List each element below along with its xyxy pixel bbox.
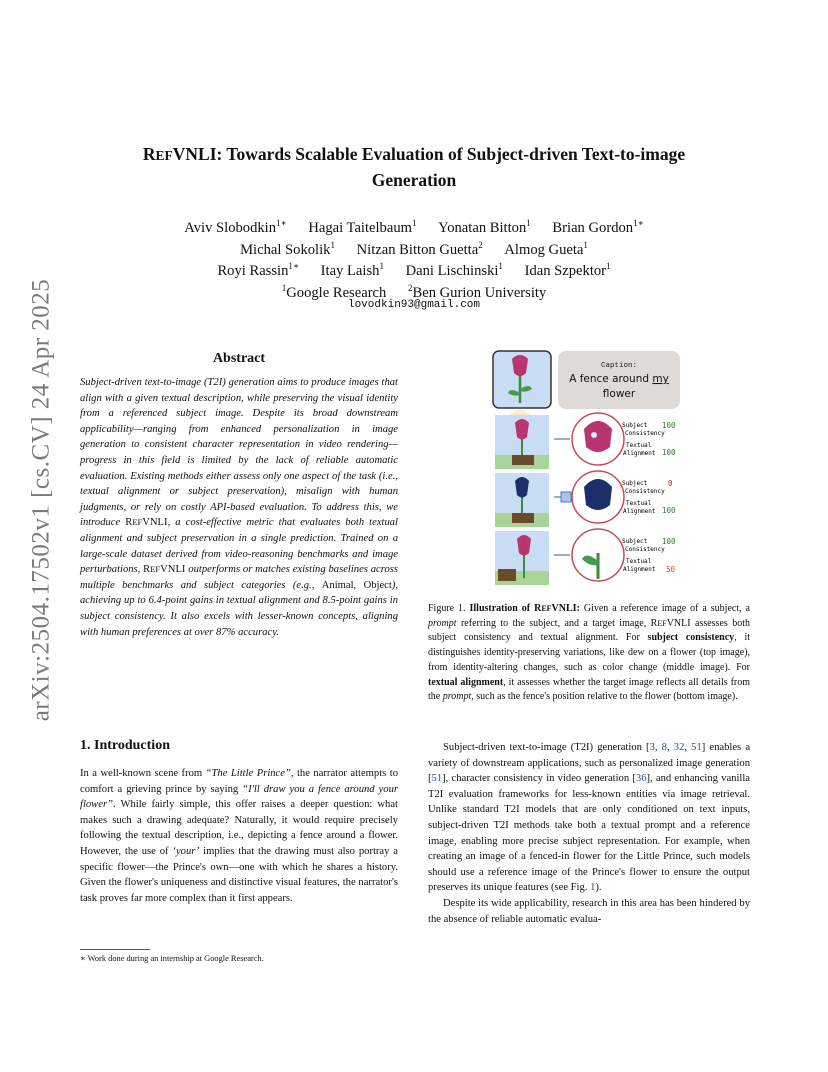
author: Michal Sokolik$^1$ — [240, 239, 335, 258]
refvnli-name: REFVNLI — [125, 517, 168, 529]
citation-link[interactable]: 3 — [649, 742, 655, 753]
arxiv-stamp — [20, 278, 62, 722]
figure-illustration — [490, 347, 685, 592]
author-row-1 — [100, 218, 728, 240]
author: Itay Laish$^1$ — [320, 261, 384, 279]
author: Almog Gueta$^1$ — [504, 239, 588, 258]
svg-text:Consistency: Consistency — [625, 546, 665, 553]
row2-text-score: 100 — [662, 506, 676, 515]
figure-link[interactable]: 1 — [590, 882, 596, 894]
target-row-1 — [495, 413, 676, 469]
footnote-rule — [80, 949, 150, 950]
author-row-3 — [100, 261, 728, 283]
arxiv-stamp-text: arXiv:2504.17502v1 [cs.CV] 24 Apr 2025 — [27, 278, 55, 722]
figure-caption-box — [558, 351, 680, 409]
title-r: R — [142, 144, 156, 164]
author-row-2 — [100, 240, 728, 262]
row2-subject-score: 0 — [668, 479, 673, 488]
footnote: ∗ Work done during an internship at Google Research. — [80, 954, 264, 963]
row3-subject-score: 100 — [662, 537, 676, 546]
figure-caption-line2: flower — [602, 388, 636, 400]
citation-link[interactable]: 51 — [431, 773, 443, 785]
target-row-3 — [495, 529, 676, 585]
svg-text:Consistency: Consistency — [625, 488, 665, 495]
row1-text-score: 100 — [662, 448, 676, 457]
title-line2: Generation — [371, 170, 457, 190]
figure-caption-label: Caption: — [600, 362, 638, 370]
row1-subject-score: 100 — [662, 421, 676, 430]
author: Brian Gordon$^{1∗}$ — [552, 218, 644, 236]
title-line1: VNLI: Towards Scalable Evaluation of Subject-driven Text-to-image — [172, 144, 686, 164]
svg-text:Alignment: Alignment — [623, 566, 656, 573]
author: Dani Lischinski$^1$ — [405, 261, 503, 279]
svg-text:Subject: Subject — [622, 538, 648, 545]
figure-caption-line1: A fence around my — [569, 373, 669, 385]
svg-text:Alignment: Alignment — [623, 508, 656, 515]
abstract-body: Subject-driven text-to-image (T2I) generation aims to produce images that align with a given textual description, while preserving the visual identity from a referenced subject image. Despite its broad downstream applicability—ranging from enhanced personalization in image generation to consistent character representation in video rendering—progress in this field is limited by the lack of reliable automatic evaluation. Existing methods either assess only one aspect of the task (i.e., textual alignment or subject preservation), misalign with human judgments, or rely on costly API-based evaluation. To address this, we introduce REFVNLI, a cost-effective metric that evaluates both textual alignment and subject preservation in a single prediction. Trained on a large-scale dataset derived from video-reasoning benchmarks and image perturbations, REFVNLI outperforms or matches existing baselines across multiple benchmarks and subject categories (e.g., Animal, Object), achieving up to 6.4-point gains in textual alignment and 8.5-point gains in subject consistency. It also excels with lesser-known concepts, aligning with human preferences at over 87% accuracy. — [80, 377, 399, 638]
abstract-categories: Animal, Object — [321, 579, 392, 591]
svg-text:Textual: Textual — [626, 442, 652, 449]
svg-text:Consistency: Consistency — [625, 430, 665, 437]
figure-1 — [490, 347, 685, 592]
title-ef: EF — [155, 148, 173, 163]
citation-link[interactable]: 36 — [635, 773, 647, 785]
paper-title — [100, 142, 728, 192]
affiliation: $^1$Google Research — [281, 282, 387, 301]
author: Aviv Slobodkin$^{1∗}$ — [184, 218, 287, 236]
flower-3 — [517, 535, 531, 556]
svg-text:Textual: Textual — [626, 558, 652, 565]
flower-1 — [515, 419, 529, 440]
right-column-body: Subject-driven text-to-image (T2I) generation [3, 8, 32, 51] enables a variety of downstream applications, such as personalized image generation [51], character consistency in video generation [36], and enhancing vanilla T2I evaluation frameworks for less-known entities via image retrieval. Unlike standard T2I models that are only conditioned on text inputs, subject-driven T2I methods take both a textual prompt and a reference image, enabling more precise subject representation. For example, when creating an image of a fenced-in flower for the Little Prince, such models should use a reference image of the Prince's flower to ensure the output preserves its unique features (see Fig. 1). Despite its wide applicability, research in this area has been hindered by the absence of reliable automatic evalua- — [428, 740, 750, 927]
author-block — [100, 218, 728, 304]
refvnli-name: REFVNLI — [143, 564, 186, 576]
svg-text:Subject: Subject — [622, 480, 648, 487]
author-email[interactable]: lovodkin93@gmail.com — [347, 299, 481, 311]
abstract-heading: Abstract — [212, 351, 266, 366]
citation-link[interactable]: 51 — [691, 742, 702, 753]
author: Royi Rassin$^{1∗}$ — [217, 261, 300, 279]
introduction-heading: 1. Introduction — [80, 738, 170, 753]
row1-subject-label: Subject — [622, 422, 648, 429]
introduction-body: In a well-known scene from “The Little Prince”, the narrator attempts to comfort a grieving prince by saying “I'll draw you a fence around your flower”. While fairly simple, this offer raises a deeper question: what makes such a drawing adequate? Naturally, it would require precisely following the textual description, i.e., depicting a fence around a flower. However, the use of ‘your’ implies that the drawing must also portray a specific flower—the Prince's own—one with which he shares a history. Given the flower's uniqueness and distinctive visual features, the narrator's task proves far more complex than it first appears. — [80, 768, 399, 904]
author: Nitzan Bitton Guetta$^2$ — [356, 239, 483, 258]
svg-text:Textual: Textual — [626, 500, 652, 507]
target-row-2 — [495, 471, 676, 527]
row3-text-score: 50 — [666, 565, 676, 574]
affiliation: $^2$Ben Gurion University — [407, 282, 547, 301]
flower-2 — [515, 477, 529, 498]
author: Yonatan Bitton$^1$ — [438, 218, 531, 236]
citation-link[interactable]: 32 — [673, 742, 685, 753]
reference-image — [493, 351, 551, 408]
paragraph-2: Despite its wide applicability, research in this area has been hindered by the absence of reliable automatic evalua- — [428, 897, 750, 925]
figure-caption: Figure 1. Illustration of REFVNLI: Given a reference image of a subject, a prompt referring to the subject, and a target image, REFVNLI assesses both subject consistency and textual alignment. For subject consistency, it distinguishes identity-preserving variations, like dew on a flower (top image), from identity-altering changes, such as color change (middle image). For textual alignment, it assesses whether the target image reflects all details from the prompt, such as the fence's position relative to the flower (bottom image). — [428, 603, 751, 703]
author: Idan Szpektor$^1$ — [524, 261, 611, 279]
author: Hagai Taitelbaum$^1$ — [308, 218, 417, 236]
citation-link[interactable]: 8 — [661, 742, 667, 753]
svg-text:Alignment: Alignment — [623, 450, 656, 457]
